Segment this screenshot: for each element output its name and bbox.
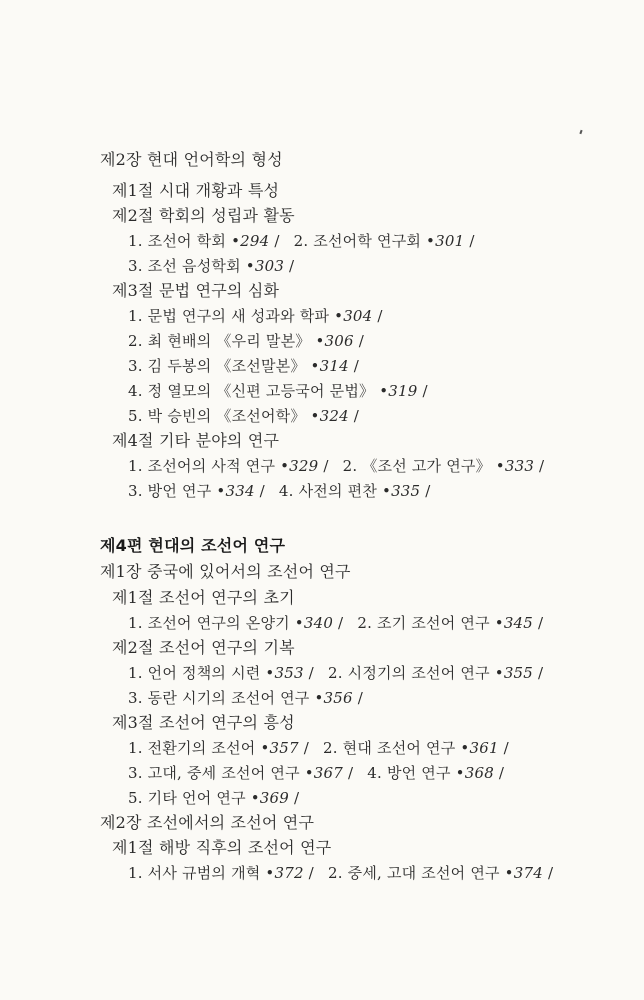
toc-entry-label: 4. 정 열모의 《신편 고등국어 문법》	[128, 382, 375, 400]
entry-separator: /	[348, 407, 360, 425]
entry-separator: /	[533, 614, 544, 632]
toc-page-number: 314	[319, 357, 349, 375]
toc-page-number: 333	[504, 457, 535, 475]
entry-separator: /	[420, 482, 431, 500]
toc-page-number: 368	[464, 764, 494, 782]
entry-separator: /	[333, 614, 344, 632]
leader-dot: •	[211, 482, 226, 500]
toc-section-heading: 제3절 문법 연구의 심화	[112, 281, 280, 300]
toc-item-line	[128, 331, 364, 351]
toc-entry-label: 3. 조선 음성학회	[128, 257, 241, 275]
toc-page-number: 335	[391, 482, 421, 500]
stray-mark	[579, 130, 582, 134]
leader-dot: •	[490, 457, 505, 475]
toc-item-line	[128, 688, 363, 708]
toc-section-heading: 제1절 시대 개황과 특성	[112, 181, 280, 200]
leader-dot: •	[309, 689, 324, 707]
toc-part-heading: 제4편 현대의 조선어 연구	[100, 536, 286, 555]
leader-dot: •	[305, 357, 320, 375]
toc-entry-label: 2. 조선어학 연구회	[293, 232, 422, 250]
leader-dot: •	[377, 482, 392, 500]
toc-entry-label: 5. 박 승빈의 《조선어학》	[128, 407, 306, 425]
toc-chapter-heading: 제2장 조선에서의 조선어 연구	[100, 813, 315, 832]
toc-entry-label: 1. 조선어 연구의 온양기	[128, 614, 290, 632]
entry-separator: /	[353, 332, 365, 350]
toc-page-number: 306	[324, 332, 354, 350]
toc-entry-label: 1. 언어 정책의 시련	[128, 664, 261, 682]
toc-item-line	[128, 456, 544, 476]
toc-page-number: 369	[259, 789, 290, 807]
entry-separator: /	[464, 232, 475, 250]
leader-dot: •	[329, 307, 344, 325]
leader-dot: •	[260, 864, 275, 882]
toc-item-line	[128, 663, 543, 683]
toc-chapter-heading: 제1장 중국에 있어서의 조선어 연구	[100, 562, 351, 581]
entry-separator: /	[298, 739, 309, 757]
entry-separator: /	[493, 764, 505, 782]
entry-separator: /	[534, 457, 545, 475]
toc-entry-label: 2. 최 현배의 《우리 말본》	[128, 332, 311, 350]
entry-separator: /	[352, 689, 363, 707]
toc-entry-label: 1. 문법 연구의 새 성과와 학파	[128, 307, 330, 325]
entry-separator: /	[533, 664, 544, 682]
entry-separator: /	[254, 482, 265, 500]
toc-section-heading: 제1절 조선어 연구의 초기	[112, 588, 295, 607]
toc-entry-label: 2. 조기 조선어 연구	[357, 614, 490, 632]
toc-item-line	[128, 231, 475, 251]
leader-dot: •	[245, 789, 260, 807]
toc-entry-label: 5. 기타 언어 연구	[128, 789, 246, 807]
toc-page-number: 319	[388, 382, 418, 400]
toc-entry-label: 2. 《조선 고가 연구》	[342, 457, 491, 475]
leader-dot: •	[305, 407, 320, 425]
leader-dot: •	[260, 664, 275, 682]
entry-separator: /	[303, 664, 314, 682]
toc-item-line	[128, 256, 294, 276]
toc-section-heading: 제2절 학회의 성립과 활동	[112, 206, 295, 225]
leader-dot: •	[374, 382, 389, 400]
toc-page-number: 340	[303, 614, 334, 632]
entry-separator: /	[303, 864, 314, 882]
leader-dot: •	[455, 739, 470, 757]
toc-item-line	[128, 381, 428, 401]
toc-page-number: 361	[469, 739, 499, 757]
entry-separator: /	[417, 382, 428, 400]
toc-page-number: 303	[254, 257, 285, 275]
entry-separator: /	[318, 457, 329, 475]
entry-separator: /	[269, 232, 280, 250]
leader-dot: •	[489, 614, 504, 632]
toc-entry-label: 3. 동란 시기의 조선어 연구	[128, 689, 310, 707]
entry-separator: /	[343, 764, 354, 782]
toc-section-heading: 제3절 조선어 연구의 흥성	[112, 713, 295, 732]
leader-dot: •	[489, 664, 504, 682]
entry-separator: /	[348, 357, 360, 375]
toc-page-number: 355	[503, 664, 534, 682]
entry-separator: /	[498, 739, 509, 757]
toc-entry-label: 3. 고대, 중세 조선어 연구	[128, 764, 300, 782]
toc-chapter-heading: 제2장 현대 언어학의 형성	[100, 150, 283, 169]
leader-dot: •	[310, 332, 325, 350]
toc-page-number: 329	[289, 457, 319, 475]
entry-separator: /	[372, 307, 383, 325]
toc-section-heading: 제2절 조선어 연구의 기복	[112, 638, 295, 657]
entry-separator: /	[284, 257, 295, 275]
leader-dot: •	[421, 232, 436, 250]
toc-page-number: 367	[313, 764, 344, 782]
toc-section-heading: 제1절 해방 직후의 조선어 연구	[112, 838, 332, 857]
toc-entry-label: 4. 사전의 편찬	[278, 482, 378, 500]
toc-entry-label: 4. 방언 연구	[367, 764, 451, 782]
toc-item-line	[128, 306, 383, 326]
toc-item-line	[128, 613, 543, 633]
toc-entry-label: 2. 시정기의 조선어 연구	[327, 664, 490, 682]
toc-item-line	[128, 481, 431, 501]
toc-item-line	[128, 863, 553, 883]
leader-dot: •	[275, 457, 290, 475]
toc-page-number: 353	[274, 664, 304, 682]
toc-entry-label: 2. 중세, 고대 조선어 연구	[327, 864, 500, 882]
toc-entry-label: 1. 서사 규범의 개혁	[128, 864, 261, 882]
toc-page-number: 345	[503, 614, 534, 632]
toc-entry-label: 3. 김 두봉의 《조선말본》	[128, 357, 306, 375]
toc-page-number: 304	[343, 307, 373, 325]
leader-dot: •	[255, 739, 270, 757]
toc-page-number: 294	[240, 232, 270, 250]
toc-item-line	[128, 406, 359, 426]
toc-page-number: 324	[319, 407, 349, 425]
leader-dot: •	[450, 764, 465, 782]
leader-dot: •	[240, 257, 255, 275]
toc-page-number: 372	[274, 864, 304, 882]
toc-entry-label: 1. 전환기의 조선어	[128, 739, 256, 757]
leader-dot: •	[289, 614, 304, 632]
toc-entry-label: 1. 조선어의 사적 연구	[128, 457, 276, 475]
toc-item-line	[128, 763, 504, 783]
leader-dot: •	[226, 232, 241, 250]
toc-entry-label: 2. 현대 조선어 연구	[322, 739, 456, 757]
leader-dot: •	[499, 864, 514, 882]
leader-dot: •	[299, 764, 314, 782]
toc-item-line	[128, 738, 509, 758]
toc-item-line	[128, 356, 359, 376]
toc-page-number: 301	[435, 232, 465, 250]
entry-separator: /	[542, 864, 554, 882]
toc-entry-label: 1. 조선어 학회	[128, 232, 227, 250]
toc-page-number: 357	[269, 739, 299, 757]
entry-separator: /	[289, 789, 300, 807]
toc-page-number: 374	[513, 864, 543, 882]
toc-page-number: 356	[323, 689, 353, 707]
toc-page-number: 334	[225, 482, 255, 500]
toc-entry-label: 3. 방언 연구	[128, 482, 212, 500]
toc-item-line	[128, 788, 299, 808]
toc-section-heading: 제4절 기타 분야의 연구	[112, 431, 280, 450]
